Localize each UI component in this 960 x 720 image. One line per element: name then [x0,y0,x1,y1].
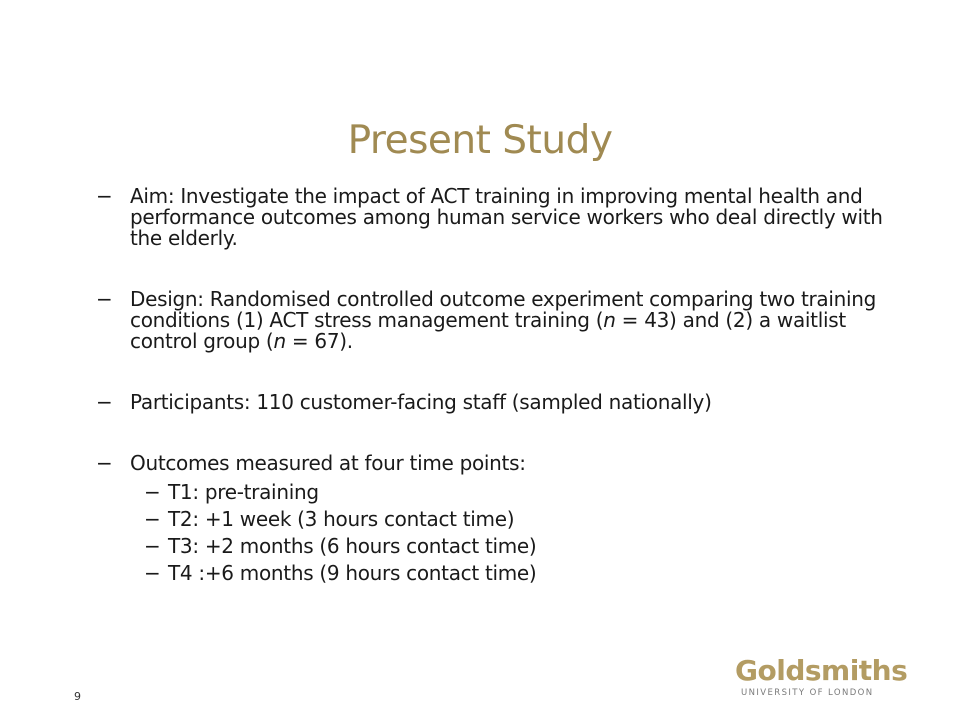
goldsmiths-logo [735,654,908,698]
sub-bullet-t1 [144,482,896,503]
bullet-dash: − [96,184,113,208]
sub-bullet-t2 [144,509,896,530]
bullet-aim [96,186,896,249]
design-text-part: = 67). [285,329,353,353]
slide-title: Present Study [347,118,613,163]
design-text-part: Design: Randomised controlled outcome experiment comparing two training conditions (1) ACT stress management training ( [130,287,877,332]
sub-bullet-dash: − [144,561,161,585]
bullet-outcomes-text: Outcomes measured at four time points: [130,451,526,475]
sub-bullet-dash: − [144,534,161,558]
design-n-italic: n [273,329,286,353]
design-n-italic: n [603,308,616,332]
bullet-outcomes [96,453,896,474]
page-number: 9 [74,690,81,703]
bullet-participants [96,392,896,413]
bullet-participants-text: Participants: 110 customer-facing staff (sampled nationally) [130,390,712,414]
bullet-dash: − [96,390,113,414]
bullet-design-text [130,289,896,352]
sub-bullet-t4-text: T4 :+6 months (9 hours contact time) [168,561,537,585]
design-text-part: = 43) and (2) a waitlist control group ( [130,308,846,353]
sub-bullet-dash: − [144,480,161,504]
logo-subtitle-text: UNIVERSITY OF LONDON [741,688,874,698]
sub-bullet-t3 [144,536,896,557]
bullet-design [96,289,896,352]
sub-bullet-dash: − [144,507,161,531]
sub-bullet-t1-text: T1: pre-training [168,480,319,504]
sub-bullet-t2-text: T2: +1 week (3 hours contact time) [168,507,515,531]
bullet-dash: − [96,287,113,311]
bullet-list [96,186,896,590]
bullet-aim-text: Aim: Investigate the impact of ACT training in improving mental health and performance outcomes among human service workers who deal directly with the elderly. [130,184,883,250]
sub-bullet-t3-text: T3: +2 months (6 hours contact time) [168,534,537,558]
bullet-dash: − [96,451,113,475]
logo-brand-text: Goldsmiths [735,654,908,687]
sub-bullet-t4 [144,563,896,584]
